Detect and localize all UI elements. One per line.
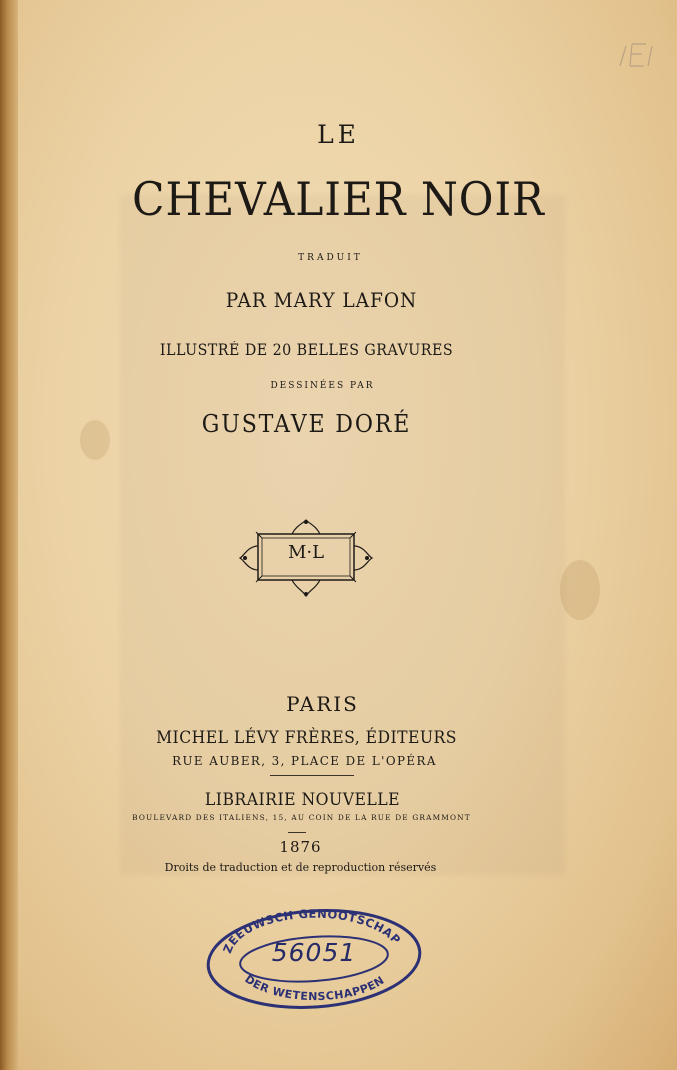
svg-text:ZEEUWSCH GENOOTSCHAP: ZEEUWSCH GENOOTSCHAP [220, 906, 404, 956]
publisher-monogram [236, 516, 376, 600]
stamp-accession-number: 56051 [271, 938, 357, 967]
rights-notice: Droits de traduction et de reproduction réservés [164, 861, 437, 874]
traduit-label: TRADUIT [298, 253, 363, 263]
dessinees-par-label: DESSINÉES PAR [270, 381, 375, 391]
book-title: CHEVALIER NOIR [132, 172, 545, 226]
publication-year: 1876 [279, 838, 322, 856]
foxing-spot [560, 560, 600, 620]
book-spine [0, 0, 18, 1070]
monogram-letters: M·L [287, 542, 325, 563]
bookshop-address: BOULEVARD DES ITALIENS, 15, AU COIN DE LA RUE DE GRAMMONT [132, 813, 471, 822]
svg-text:DER WETENSCHAPPEN: DER WETENSCHAPPEN [242, 972, 387, 1004]
pencil-mark [612, 40, 662, 70]
publisher-name: MICHEL LÉVY FRÈRES, ÉDITEURS [156, 728, 457, 748]
publisher-address: RUE AUBER, 3, PLACE DE L'OPÉRA [172, 753, 437, 768]
illustrator-name: GUSTAVE DORÉ [201, 410, 412, 438]
imprint-city: PARIS [286, 692, 359, 716]
divider-rule [270, 775, 354, 776]
translator-line: PAR MARY LAFON [225, 288, 418, 312]
bookshop-name: LIBRAIRIE NOUVELLE [204, 790, 401, 809]
short-dash-rule [288, 832, 306, 833]
library-stamp [203, 903, 425, 1011]
title-article: LE [317, 120, 360, 149]
illustrations-line: ILLUSTRÉ DE 20 BELLES GRAVURES [159, 341, 454, 359]
